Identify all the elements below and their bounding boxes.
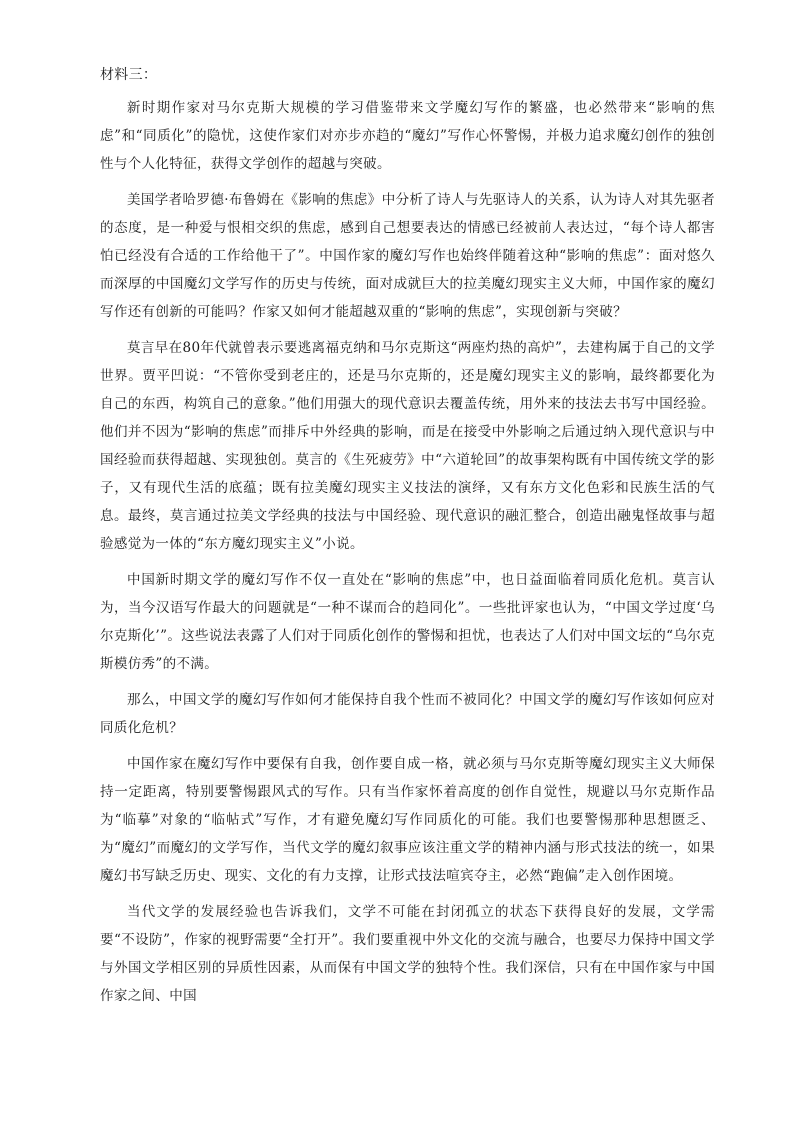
- paragraph-1: 新时期作家对马尔克斯大规模的学习借鉴带来文学魔幻写作的繁盛，也必然带来“影响的焦虑”和“同质化”的隐忧，这使作家们对亦步亦趋的“魔幻”写作心怀警惕，并极力追求魔幻创作的独创性与个人化特征，获得文学创作的超越与突破。: [100, 100, 715, 172]
- paragraph-2: 美国学者哈罗德·布鲁姆在《影响的焦虑》中分析了诗人与先驱诗人的关系，认为诗人对其先驱者的态度，是一种爱与恨相交织的焦虑，感到自己想要表达的情感已经被前人表达过，“每个诗人都害怕已经没有合适的工作给他干了”。中国作家的魔幻写作也始终伴随着这种“影响的焦虑”：面对悠久而深厚的中国魔幻文学写作的历史与传统，面对成就巨大的拉美魔幻现实主义大师，中国作家的魔幻写作还有创新的可能吗？作家又如何才能超越双重的“影响的焦虑”，实现创新与突破？: [100, 192, 715, 320]
- paragraph-5: 那么，中国文学的魔幻写作如何才能保持自我个性而不被同化？中国文学的魔幻写作该如何应对同质化危机？: [100, 692, 715, 736]
- section-heading: 材料三：: [100, 67, 158, 83]
- paragraph-6: 中国作家在魔幻写作中要保有自我，创作要自成一格，就必须与马尔克斯等魔幻现实主义大师保持一定距离，特别要警惕跟风式的写作。只有当作家怀着高度的创作自觉性，规避以马尔克斯作品为“临摹”对象的“临帖式”写作，才有避免魔幻写作同质化的可能。我们也要警惕那种思想匮乏、为“魔幻”而魔幻的文学写作，当代文学的魔幻叙事应该注重文学的精神内涵与形式技法的统一，如果魔幻书写缺乏历史、现实、文化的有力支撑，让形式技法喧宾夺主，必然“跑偏”走入创作困境。: [100, 756, 715, 884]
- document-page: [100, 64, 715, 1018]
- paragraph-7: 当代文学的发展经验也告诉我们，文学不可能在封闭孤立的状态下获得良好的发展，文学需要“不设防”，作家的视野需要“全打开”。我们要重视中外文化的交流与融合，也要尽力保持中国文学与外国文学相区别的异质性因素，从而保有中国文学的独特个性。我们深信，只有在中国作家与中国作家之间、中国: [100, 904, 715, 1004]
- paragraph-4: 中国新时期文学的魔幻写作不仅一直处在“影响的焦虑”中，也日益面临着同质化危机。莫言认为，当今汉语写作最大的问题就是“一种不谋而合的趋同化”。一些批评家也认为，“中国文学过度‘乌尔克斯化’”。这些说法表露了人们对于同质化创作的警惕和担忧，也表达了人们对中国文坛的“乌尔克斯模仿秀”的不满。: [100, 572, 715, 672]
- paragraph-3: 莫言早在80年代就曾表示要逃离福克纳和马尔克斯这“两座灼热的高炉”，去建构属于自己的文学世界。贾平凹说：“不管你受到老庄的，还是马尔克斯的，还是魔幻现实主义的影响，最终都要化为自己的东西，构筑自己的意象。”他们用强大的现代意识去覆盖传统，用外来的技法去书写中国经验。他们并不因为“影响的焦虑”而排斥中外经典的影响，而是在接受中外影响之后通过纳入现代意识与中国经验而获得超越、实现独创。莫言的《生死疲劳》中“六道轮回”的故事架构既有中国传统文学的影子，又有现代生活的底蕴；既有拉美魔幻现实主义技法的演绎，又有东方文化色彩和民族生活的气息。最终，莫言通过拉美文学经典的技法与中国经验、现代意识的融汇整合，创造出融鬼怪故事与超验感觉为一体的“东方魔幻现实主义”小说。: [100, 340, 715, 552]
